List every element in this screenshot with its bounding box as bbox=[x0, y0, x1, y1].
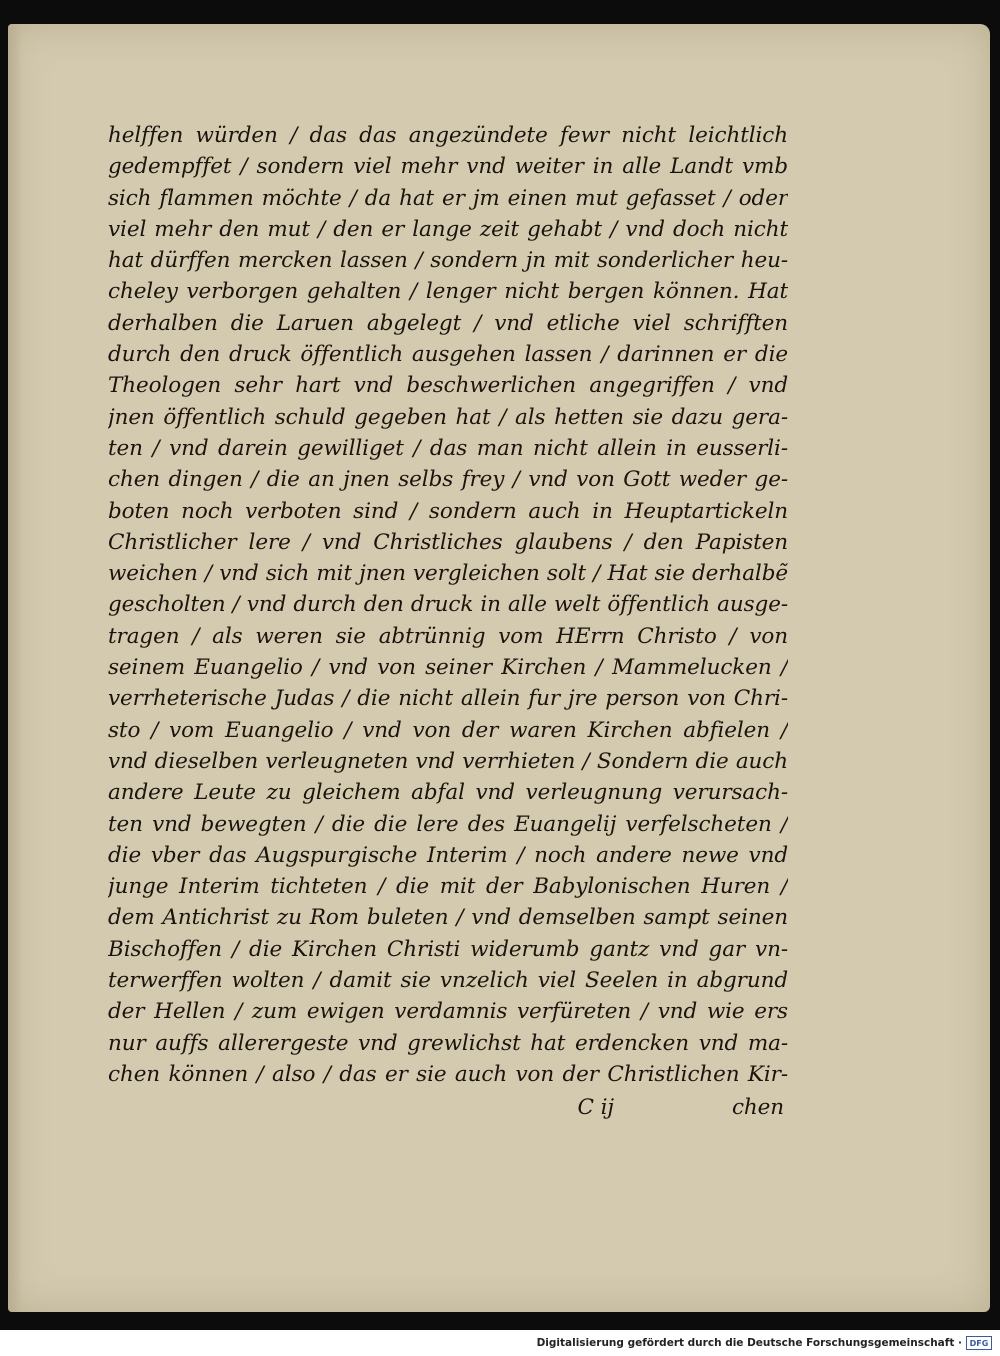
text-line: ten vnd bewegten / die die lere des Euangelij verfelscheten / bbox=[108, 811, 788, 837]
text-line: die vber das Augspurgische Interim / noch andere newe vnd bbox=[108, 842, 788, 868]
text-line: boten noch verboten sind / sondern auch in Heuptartickeln bbox=[108, 498, 788, 524]
text-line: der Hellen / zum ewigen verdamnis verfüreten / vnd wie ers bbox=[108, 999, 788, 1025]
text-line: andere Leute zu gleichem abfal vnd verleugnung verursach- bbox=[108, 780, 788, 806]
text-line: viel mehr den mut / den er lange zeit gehabt / vnd doch nicht bbox=[108, 216, 788, 242]
text-line: Bischoffen / die Kirchen Christi widerumb gantz vnd gar vn- bbox=[108, 936, 788, 962]
text-line: sich flammen möchte / da hat er jm einen mut gefasset / oder bbox=[108, 185, 788, 211]
text-line: verrheterische Judas / die nicht allein fur jre person von Chri- bbox=[108, 686, 788, 712]
text-line: Christlicher lere / vnd Christliches glaubens / den Papisten bbox=[108, 529, 788, 555]
text-line: junge Interim tichteten / die mit der Babylonischen Huren / bbox=[108, 874, 788, 900]
text-line: seinem Euangelio / vnd von seiner Kirchen / Mammelucken / bbox=[108, 655, 788, 681]
funding-credit: Digitalisierung gefördert durch die Deutsche Forschungsgemeinschaft · bbox=[536, 1337, 962, 1349]
page-binding-edge bbox=[8, 24, 22, 1312]
text-line: jnen öffentlich schuld gegeben hat / als hetten sie dazu gera- bbox=[108, 404, 788, 430]
text-line: durch den druck öffentlich ausgehen lassen / darinnen er die bbox=[108, 342, 788, 368]
text-line: gedempffet / sondern viel mehr vnd weiter in alle Landt vmb bbox=[108, 154, 788, 180]
page-text-block bbox=[108, 120, 788, 1124]
text-line: hat dürffen mercken lassen / sondern jn mit sonderlicher heu- bbox=[108, 248, 788, 274]
text-line: sto / vom Euangelio / vnd von der waren Kirchen abfielen / bbox=[108, 717, 788, 743]
text-line: Theologen sehr hart vnd beschwerlichen angegriffen / vnd bbox=[108, 373, 788, 399]
catchword: chen bbox=[731, 1095, 784, 1121]
signature-mark: C ij bbox=[577, 1095, 614, 1121]
text-line: nur auffs allerergeste vnd grewlichst hat erdencken vnd ma- bbox=[108, 1030, 788, 1056]
text-line: ten / vnd darein gewilliget / das man nicht allein in eusserli- bbox=[108, 435, 788, 461]
text-line: chen dingen / die an jnen selbs frey / vnd von Gott weder ge- bbox=[108, 467, 788, 493]
dfg-logo-icon: DFG bbox=[966, 1336, 992, 1350]
text-line: vnd dieselben verleugneten vnd verrhieten / Sondern die auch bbox=[108, 748, 788, 774]
text-line: chen können / also / das er sie auch von der Christlichen Kir- bbox=[108, 1061, 788, 1087]
credit-bar bbox=[0, 1330, 1000, 1356]
text-line: cheley verborgen gehalten / lenger nicht bergen können. Hat bbox=[108, 279, 788, 305]
text-line: helffen würden / das das angezündete fewr nicht leichtlich bbox=[108, 123, 788, 148]
page-footer-marks bbox=[108, 1092, 788, 1123]
text-line: dem Antichrist zu Rom buleten / vnd demselben sampt seinen bbox=[108, 905, 788, 931]
text-line: gescholten / vnd durch den druck in alle welt öffentlich ausge- bbox=[108, 592, 788, 618]
text-line: derhalben die Laruen abgelegt / vnd etliche viel schrifften bbox=[108, 310, 788, 336]
text-line: tragen / als weren sie abtrünnig vom HErrn Christo / von bbox=[108, 623, 788, 649]
book-page bbox=[8, 24, 990, 1312]
text-line: terwerffen wolten / damit sie vnzelich viel Seelen in abgrund bbox=[108, 968, 788, 994]
text-line: weichen / vnd sich mit jnen vergleichen solt / Hat sie derhalbẽ bbox=[108, 561, 788, 587]
